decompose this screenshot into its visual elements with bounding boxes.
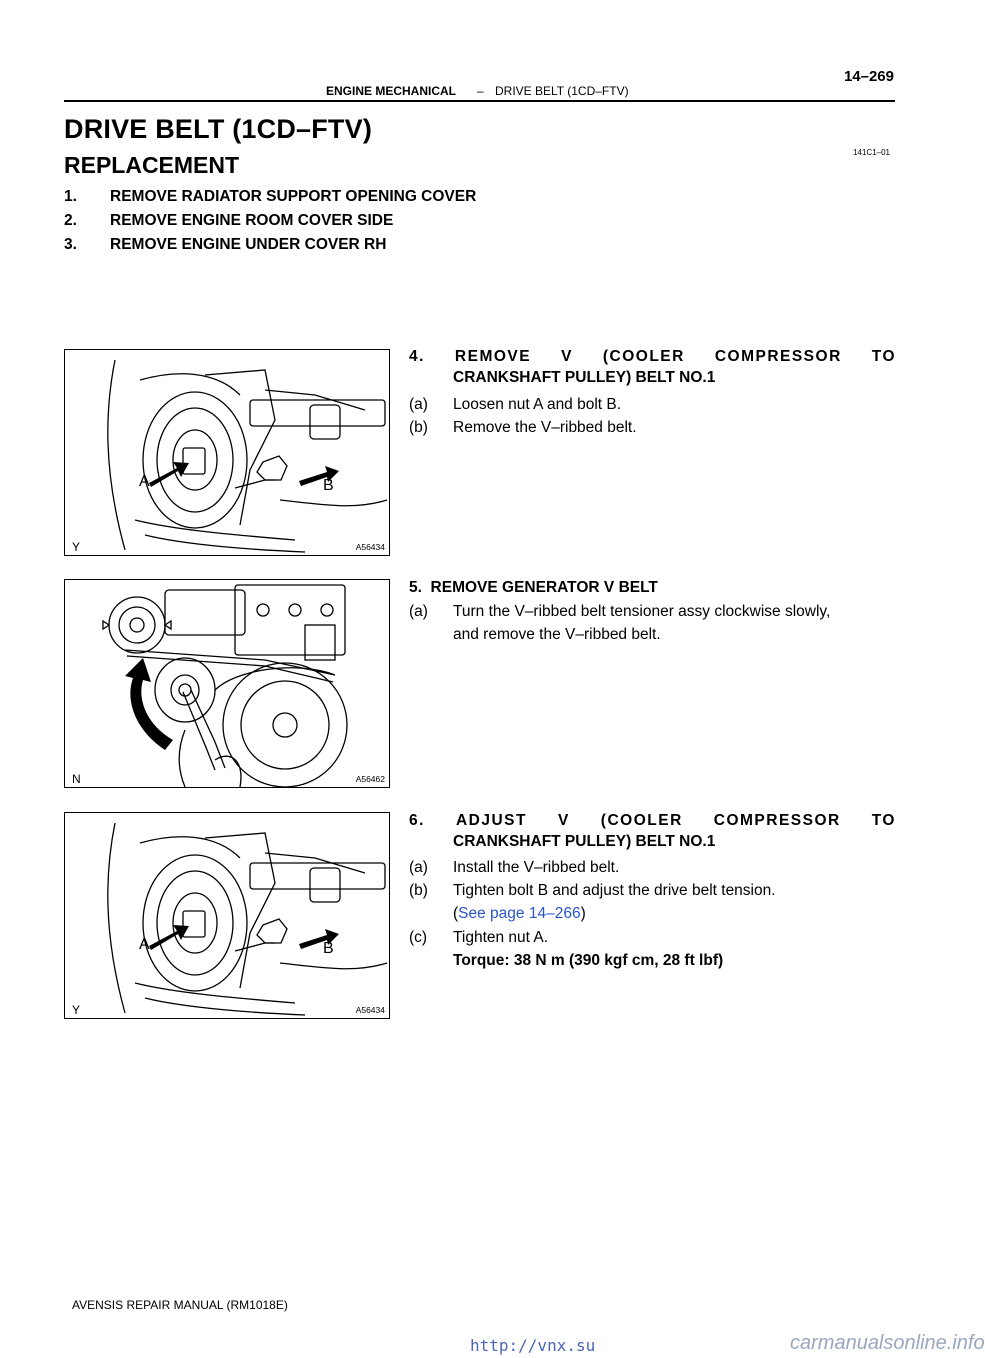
sub-key: (b) xyxy=(409,882,428,899)
word: TO xyxy=(871,348,896,365)
header-section: ENGINE MECHANICAL xyxy=(326,84,457,98)
step-4-title xyxy=(409,348,896,387)
pulley-illustration xyxy=(65,350,389,555)
sub-text: Loosen nut A and bolt B. xyxy=(453,396,622,413)
word: COMPRESSOR xyxy=(714,348,842,365)
tensioner-illustration xyxy=(65,580,389,787)
step-6-line2: CRANKSHAFT PULLEY) BELT NO.1 xyxy=(453,833,716,850)
header-rule xyxy=(64,100,895,102)
page-title: DRIVE BELT (1CD–FTV) xyxy=(64,114,373,144)
step-text: REMOVE ENGINE UNDER COVER RH xyxy=(110,236,387,253)
figure-generator-belt xyxy=(64,579,390,788)
pulley-illustration xyxy=(65,813,389,1018)
sub-text: and remove the V–ribbed belt. xyxy=(453,626,661,643)
figure-mark: Y xyxy=(72,540,81,554)
step-5-text: 5. REMOVE GENERATOR V BELT xyxy=(409,579,658,596)
word: V xyxy=(561,348,573,365)
sub-text: Remove the V–ribbed belt. xyxy=(453,419,637,436)
document-code: 141C1–01 xyxy=(853,148,890,157)
step-5-title xyxy=(409,579,896,597)
word: COMPRESSOR xyxy=(713,812,841,829)
watermark-site: carmanualsonline.info xyxy=(790,1332,985,1354)
page-reference xyxy=(453,905,586,923)
figure-code: A56434 xyxy=(355,1005,385,1015)
paren-close: ) xyxy=(580,905,586,922)
label-a: A xyxy=(139,936,150,953)
word: V xyxy=(557,812,570,829)
figure-code: A56462 xyxy=(355,774,385,784)
word: 4. xyxy=(409,348,425,365)
figure-compressor-pulley-adjust xyxy=(64,812,390,1019)
step-4-line2: CRANKSHAFT PULLEY) BELT NO.1 xyxy=(453,369,716,386)
sub-text: Tighten nut A. xyxy=(453,929,549,946)
torque-value: Torque: 38 N m (390 kgf cm, 28 ft lbf) xyxy=(453,952,724,969)
sub-key: (b) xyxy=(409,419,428,436)
step-6-title xyxy=(409,812,896,851)
word: 6. xyxy=(409,812,425,829)
sub-text: Tighten bolt B and adjust the drive belt tension. xyxy=(453,882,776,899)
figure-mark: Y xyxy=(72,1003,81,1017)
figure-compressor-pulley xyxy=(64,349,390,556)
figure-mark: N xyxy=(72,772,81,786)
step-4-line1 xyxy=(409,348,896,366)
step-text: REMOVE ENGINE ROOM COVER SIDE xyxy=(110,212,394,229)
watermark-link[interactable]: http://vnx.su xyxy=(470,1336,596,1355)
header-separator: – xyxy=(477,84,484,98)
word: (COOLER xyxy=(602,348,685,365)
sub-key: (a) xyxy=(409,859,428,876)
word: TO xyxy=(871,812,896,829)
word: (COOLER xyxy=(600,812,683,829)
label-a: A xyxy=(139,473,150,490)
footer-manual-id: AVENSIS REPAIR MANUAL (RM1018E) xyxy=(72,1298,288,1312)
header-subsection: DRIVE BELT (1CD–FTV) xyxy=(495,84,629,98)
sub-key: (a) xyxy=(409,603,428,620)
step-number: 3. xyxy=(64,236,77,253)
sub-key: (c) xyxy=(409,929,428,946)
sub-key: (a) xyxy=(409,396,428,413)
see-page-link[interactable]: See page 14–266 xyxy=(458,905,581,922)
label-b: B xyxy=(323,940,334,957)
step-number: 1. xyxy=(64,188,77,205)
step-number: 2. xyxy=(64,212,77,229)
sub-text: Turn the V–ribbed belt tensioner assy clockwise slowly, xyxy=(453,603,831,620)
word: ADJUST xyxy=(455,812,527,829)
word: REMOVE xyxy=(454,348,532,365)
figure-code: A56434 xyxy=(355,542,385,552)
step-text: REMOVE RADIATOR SUPPORT OPENING COVER xyxy=(110,188,477,205)
paren-open: ( xyxy=(453,905,459,922)
step-6-line1 xyxy=(409,812,896,830)
page-number: 14–269 xyxy=(843,68,894,85)
section-subtitle: REPLACEMENT xyxy=(64,152,240,178)
label-b: B xyxy=(323,477,334,494)
sub-text: Install the V–ribbed belt. xyxy=(453,859,620,876)
